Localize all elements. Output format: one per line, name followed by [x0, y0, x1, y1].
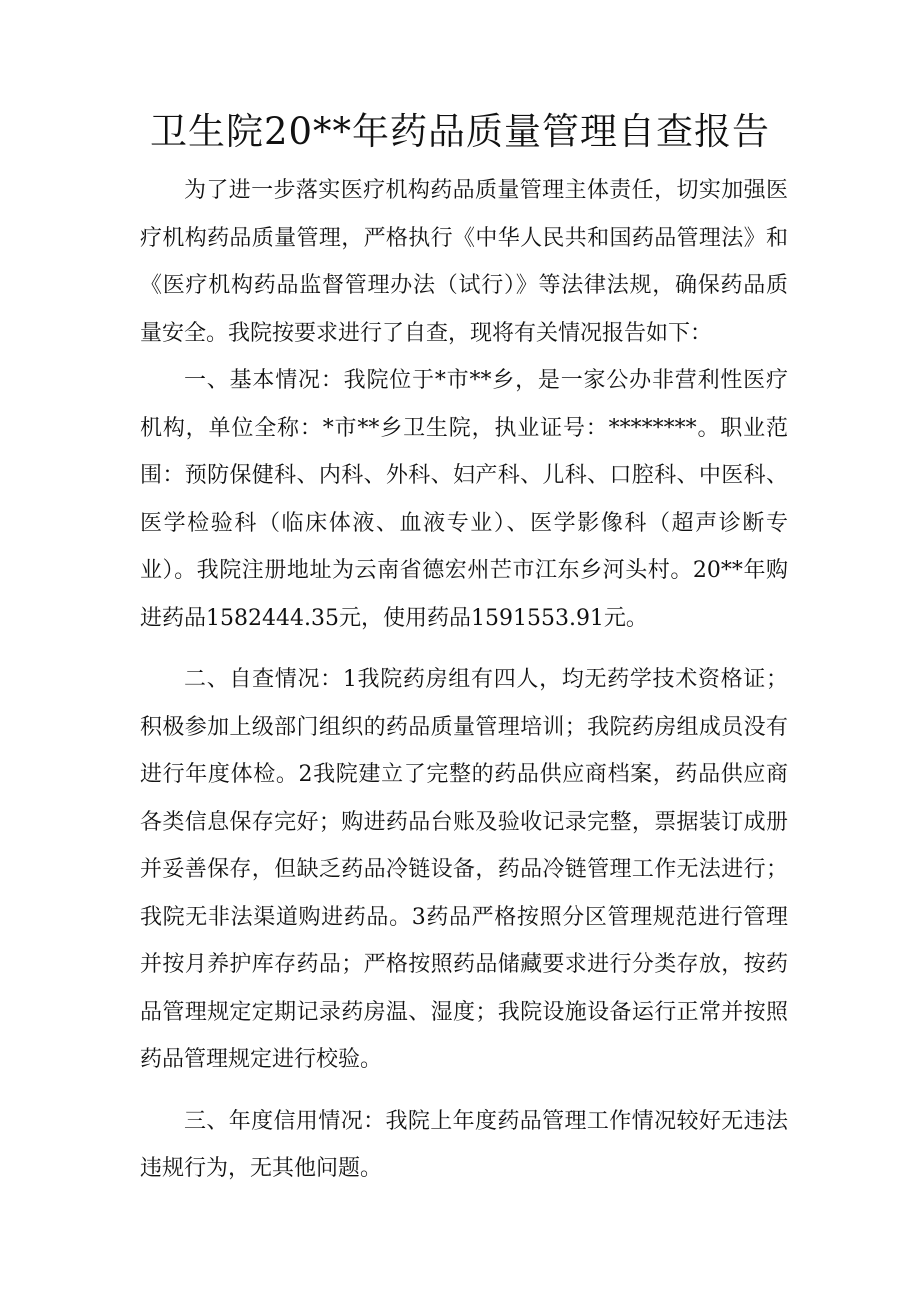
paragraph-self-check: 二、自查情况：1我院药房组有四人，均无药学技术资格证；积极参加上级部门组织的药品质量管理培训；我院药房组成员没有进行年度体检。2我院建立了完整的药品供应商档案，药品供应商各类信息保存完好；购进药品台账及验收记录完整，票据装订成册并妥善保存，但缺乏药品冷链设备，药品冷链管理工作无法进行；我院无非法渠道购进药品。3药品严格按照分区管理规范进行管理并按月养护库存药品；严格按照药品储藏要求进行分类存放，按药品管理规定定期记录药房温、湿度；我院设施设备运行正常并按照药品管理规定进行校验。	[140, 667, 788, 1072]
paragraph-intro: 为了进一步落实医疗机构药品质量管理主体责任，切实加强医疗机构药品质量管理，严格执行《中华人民共和国药品管理法》和《医疗机构药品监督管理办法（试行）》等法律法规，确保药品质量安全。我院按要求进行了自查，现将有关情况报告如下：	[140, 178, 788, 346]
paragraph-credit: 三、年度信用情况：我院上年度药品管理工作情况较好无违法违规行为，无其他问题。	[140, 1108, 788, 1181]
document-title: 卫生院20**年药品质量管理自查报告	[149, 110, 771, 153]
paragraph-basic-info: 一、基本情况：我院位于*市**乡，是一家公办非营利性医疗机构，单位全称：*市**乡卫生院，执业证号：********。职业范围：预防保健科、内科、外科、妇产科、儿科、口腔科、中医科、医学检验科（临床体液、血液专业）、医学影像科（超声诊断专业）。我院注册地址为云南省德宏州芒市江东乡河头村。20**年购进药品1582444.35元，使用药品1591553.91元。	[140, 368, 788, 631]
document-body	[140, 167, 788, 1193]
